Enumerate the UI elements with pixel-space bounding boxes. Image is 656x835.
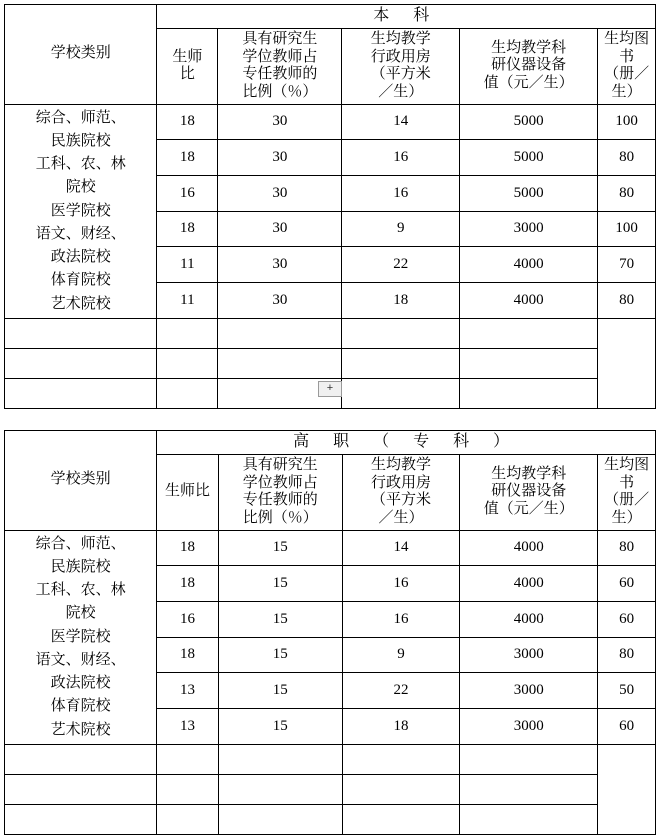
table2-row1-degree: 15 [218, 566, 342, 602]
table2-ratio-header-line-1: 生师比 [165, 483, 211, 500]
table1-degree-header-line-2: 学位教师占 [242, 48, 318, 65]
table1-row5-degree: 30 [218, 283, 342, 319]
table2-row1-space: 16 [342, 566, 460, 602]
table2-filler-3-ratio [5, 804, 157, 834]
vocational-table-container [4, 430, 656, 835]
table2-equipment-header-line-1: 生均教学科 [491, 465, 567, 482]
table1-row3-space: 9 [342, 211, 460, 247]
table1-space-header-line-1: 生均教学 [370, 30, 431, 47]
table1-row1-books: 80 [598, 140, 656, 176]
table2-category-list [5, 530, 157, 744]
table1-filler-2-space [218, 348, 342, 378]
table2-filler-row-3 [5, 804, 656, 834]
table1-filler-1-space [218, 318, 342, 348]
table2-books-header-line-1: 生均图 [604, 456, 650, 473]
table2-filler-2-equipment [342, 774, 460, 804]
table2-filler-row-1 [5, 744, 656, 774]
table1-row1-equipment: 5000 [460, 140, 598, 176]
table1-filler-row-1 [5, 318, 656, 348]
table1-filler-2-equipment [342, 348, 460, 378]
table2-row3-books: 80 [598, 637, 656, 673]
table2-filler-3-space [218, 804, 342, 834]
table2-filler-2-ratio [5, 774, 157, 804]
table1-equipment-header-line-3: 值（元／生） [483, 75, 574, 92]
table2-filler-1-books [460, 744, 598, 774]
table2-row2-degree: 15 [218, 602, 342, 638]
table1-category-3-line-1: 政法院校 [50, 249, 111, 266]
table2-filler-1-ratio [5, 744, 157, 774]
table1-degree-header [218, 28, 342, 104]
table1-row2-space: 16 [342, 176, 460, 212]
table2-row3-equipment: 3000 [460, 637, 598, 673]
table1-category-1-line-1: 院校 [65, 179, 96, 196]
table2-space-header [342, 454, 460, 530]
table2-filler-2-degree [157, 774, 219, 804]
table2-degree-header-line-2: 学位教师占 [242, 474, 318, 491]
table1-row5-equipment: 4000 [460, 283, 598, 319]
table2-row1-books: 60 [598, 566, 656, 602]
table2-group-header: 高 职 （ 专 科 ） [157, 431, 656, 455]
table1-filler-3-books [460, 378, 598, 408]
table1-row0-books: 100 [598, 104, 656, 140]
table1-row1-degree: 30 [218, 140, 342, 176]
table2-space-header-line-2: 行政用房 [371, 474, 432, 491]
table1-space-header-line-4: ／生） [378, 83, 424, 100]
table2-space-header-line-4: ／生） [378, 509, 424, 526]
table1-row3-equipment: 3000 [460, 211, 598, 247]
table2-row5-books: 60 [598, 709, 656, 745]
table1-row4-degree: 30 [218, 247, 342, 283]
table1-row3-books: 100 [598, 211, 656, 247]
table1-row1-ratio: 18 [157, 140, 218, 176]
table1-filler-1-books [460, 318, 598, 348]
table2-equipment-header-line-2: 研仪器设备 [491, 483, 567, 500]
table1-row5-space: 18 [342, 283, 460, 319]
table1-row4-equipment: 4000 [460, 247, 598, 283]
table2-filler-1-equipment [342, 744, 460, 774]
table1-row4-space: 22 [342, 247, 460, 283]
table1-books-header-line-3: （册／ [604, 66, 650, 83]
table2-row4-equipment: 3000 [460, 673, 598, 709]
table2-degree-header-line-4: 比例（％） [242, 509, 318, 526]
table2-row5-space: 18 [342, 709, 460, 745]
table1-category-2-line-0: 医学院校 [50, 202, 111, 219]
table2-degree-header-line-1: 具有研究生 [242, 456, 318, 473]
table2-row0-degree: 15 [218, 530, 342, 566]
table1-category-0-line-0: 综合、师范、 [35, 109, 126, 126]
table1-filler-2-ratio [5, 348, 157, 378]
table2-row2-ratio: 16 [157, 602, 219, 638]
table1-row2-ratio: 16 [157, 176, 218, 212]
table1-books-header-line-2: 书 [619, 48, 635, 65]
table2-filler-3-equipment [342, 804, 460, 834]
table2-row1-ratio: 18 [157, 566, 219, 602]
table1-degree-header-line-1: 具有研究生 [242, 30, 318, 47]
table1-row0-space: 14 [342, 104, 460, 140]
table1-ratio-header-line-2: 比 [179, 66, 195, 83]
table2-category-3-line-1: 政法院校 [50, 675, 111, 692]
table1-books-header-line-1: 生均图 [604, 30, 650, 47]
table2-row3-space: 9 [342, 637, 460, 673]
table2-category-1-line-0: 工科、农、林 [35, 582, 126, 599]
vocational-spec-table [4, 430, 656, 835]
table1-group-header: 本 科 [157, 5, 656, 29]
table2-category-1-line-1: 院校 [65, 605, 96, 622]
table1-filler-3-ratio [5, 378, 157, 408]
table2-equipment-header-line-3: 值（元／生） [483, 501, 574, 518]
table2-row2-equipment: 4000 [460, 602, 598, 638]
table2-row4-ratio: 13 [157, 673, 219, 709]
table1-category-list [5, 104, 157, 318]
table1-row4-ratio: 11 [157, 247, 218, 283]
table2-row4-space: 22 [342, 673, 460, 709]
table1-degree-header-line-3: 专任教师的 [242, 66, 318, 83]
table1-filler-3-degree [157, 378, 218, 408]
table2-filler-row-2 [5, 774, 656, 804]
table2-row0-space: 14 [342, 530, 460, 566]
table1-row5-ratio: 11 [157, 283, 218, 319]
table2-category-3-line-0: 语文、财经、 [35, 651, 126, 668]
table1-row0-degree: 30 [218, 104, 342, 140]
table-row [5, 104, 656, 140]
table2-group-header-row [5, 431, 656, 455]
table1-filler-1-ratio [5, 318, 157, 348]
table2-ratio-header [157, 454, 219, 530]
table2-filler-3-books [460, 804, 598, 834]
expand-table-button[interactable]: + [318, 381, 342, 397]
table1-filler-3-equipment [342, 378, 460, 408]
table2-row2-space: 16 [342, 602, 460, 638]
table1-equipment-header-line-1: 生均教学科 [491, 39, 567, 56]
table-row [5, 530, 656, 566]
table1-filler-1-degree [157, 318, 218, 348]
table2-row1-equipment: 4000 [460, 566, 598, 602]
table1-books-header [598, 28, 656, 104]
table2-row5-equipment: 3000 [460, 709, 598, 745]
table1-ratio-header [157, 28, 218, 104]
undergraduate-table-container [4, 4, 656, 409]
table2-degree-header [218, 454, 342, 530]
table2-degree-header-line-3: 专任教师的 [242, 492, 318, 509]
undergraduate-spec-table [4, 4, 656, 409]
table1-row0-equipment: 5000 [460, 104, 598, 140]
table1-filler-row-2 [5, 348, 656, 378]
table1-category-3-line-0: 语文、财经、 [35, 225, 126, 242]
table2-category-0-line-0: 综合、师范、 [35, 535, 126, 552]
table2-row5-ratio: 13 [157, 709, 219, 745]
table2-books-header-line-2: 书 [619, 474, 635, 491]
table2-row0-books: 80 [598, 530, 656, 566]
table2-row3-degree: 15 [218, 637, 342, 673]
table1-row3-degree: 30 [218, 211, 342, 247]
table1-equipment-header-line-2: 研仪器设备 [491, 57, 567, 74]
table1-space-header [342, 28, 460, 104]
table1-filler-2-books [460, 348, 598, 378]
table1-category-4-line-0: 体育院校 [50, 272, 111, 289]
table1-category-1-line-0: 工科、农、林 [35, 156, 126, 173]
table1-group-header-row [5, 5, 656, 29]
table1-space-header-line-3: （平方米 [370, 66, 431, 83]
table2-books-header-line-4: 生） [611, 509, 642, 526]
table1-row1-space: 16 [342, 140, 460, 176]
table1-filler-2-degree [157, 348, 218, 378]
table1-category-header: 学校类别 [5, 5, 157, 105]
table1-row2-books: 80 [598, 176, 656, 212]
table2-space-header-line-1: 生均教学 [371, 456, 432, 473]
table1-ratio-header-line-1: 生师 [172, 48, 203, 65]
table1-row4-books: 70 [598, 247, 656, 283]
table2-row4-books: 50 [598, 673, 656, 709]
table1-equipment-header [460, 28, 598, 104]
table1-row2-equipment: 5000 [460, 176, 598, 212]
table1-row3-ratio: 18 [157, 211, 218, 247]
table2-filler-2-space [218, 774, 342, 804]
table2-books-header-line-3: （册／ [604, 492, 650, 509]
table2-category-2-line-0: 医学院校 [50, 628, 111, 645]
table2-filler-3-degree [157, 804, 219, 834]
table2-filler-1-space [218, 744, 342, 774]
table2-row3-ratio: 18 [157, 637, 219, 673]
table2-row4-degree: 15 [218, 673, 342, 709]
table2-row0-equipment: 4000 [460, 530, 598, 566]
table2-row2-books: 60 [598, 602, 656, 638]
table2-category-4-line-0: 体育院校 [50, 698, 111, 715]
table2-equipment-header [460, 454, 598, 530]
table1-row0-ratio: 18 [157, 104, 218, 140]
table2-filler-2-books [460, 774, 598, 804]
table2-row0-ratio: 18 [157, 530, 219, 566]
table2-books-header [598, 454, 656, 530]
table2-category-0-line-1: 民族院校 [50, 558, 111, 575]
table2-space-header-line-3: （平方米 [371, 492, 432, 509]
table2-row5-degree: 15 [218, 709, 342, 745]
table1-filler-1-equipment [342, 318, 460, 348]
table1-category-0-line-1: 民族院校 [50, 132, 111, 149]
table2-filler-1-degree [157, 744, 219, 774]
table1-category-5-line-0: 艺术院校 [50, 295, 111, 312]
table1-books-header-line-4: 生） [611, 83, 642, 100]
table1-degree-header-line-4: 比例（％） [242, 83, 318, 100]
table2-category-5-line-0: 艺术院校 [50, 721, 111, 738]
table2-category-header: 学校类别 [5, 431, 157, 531]
table1-row5-books: 80 [598, 283, 656, 319]
table1-row2-degree: 30 [218, 176, 342, 212]
table1-space-header-line-2: 行政用房 [370, 48, 431, 65]
